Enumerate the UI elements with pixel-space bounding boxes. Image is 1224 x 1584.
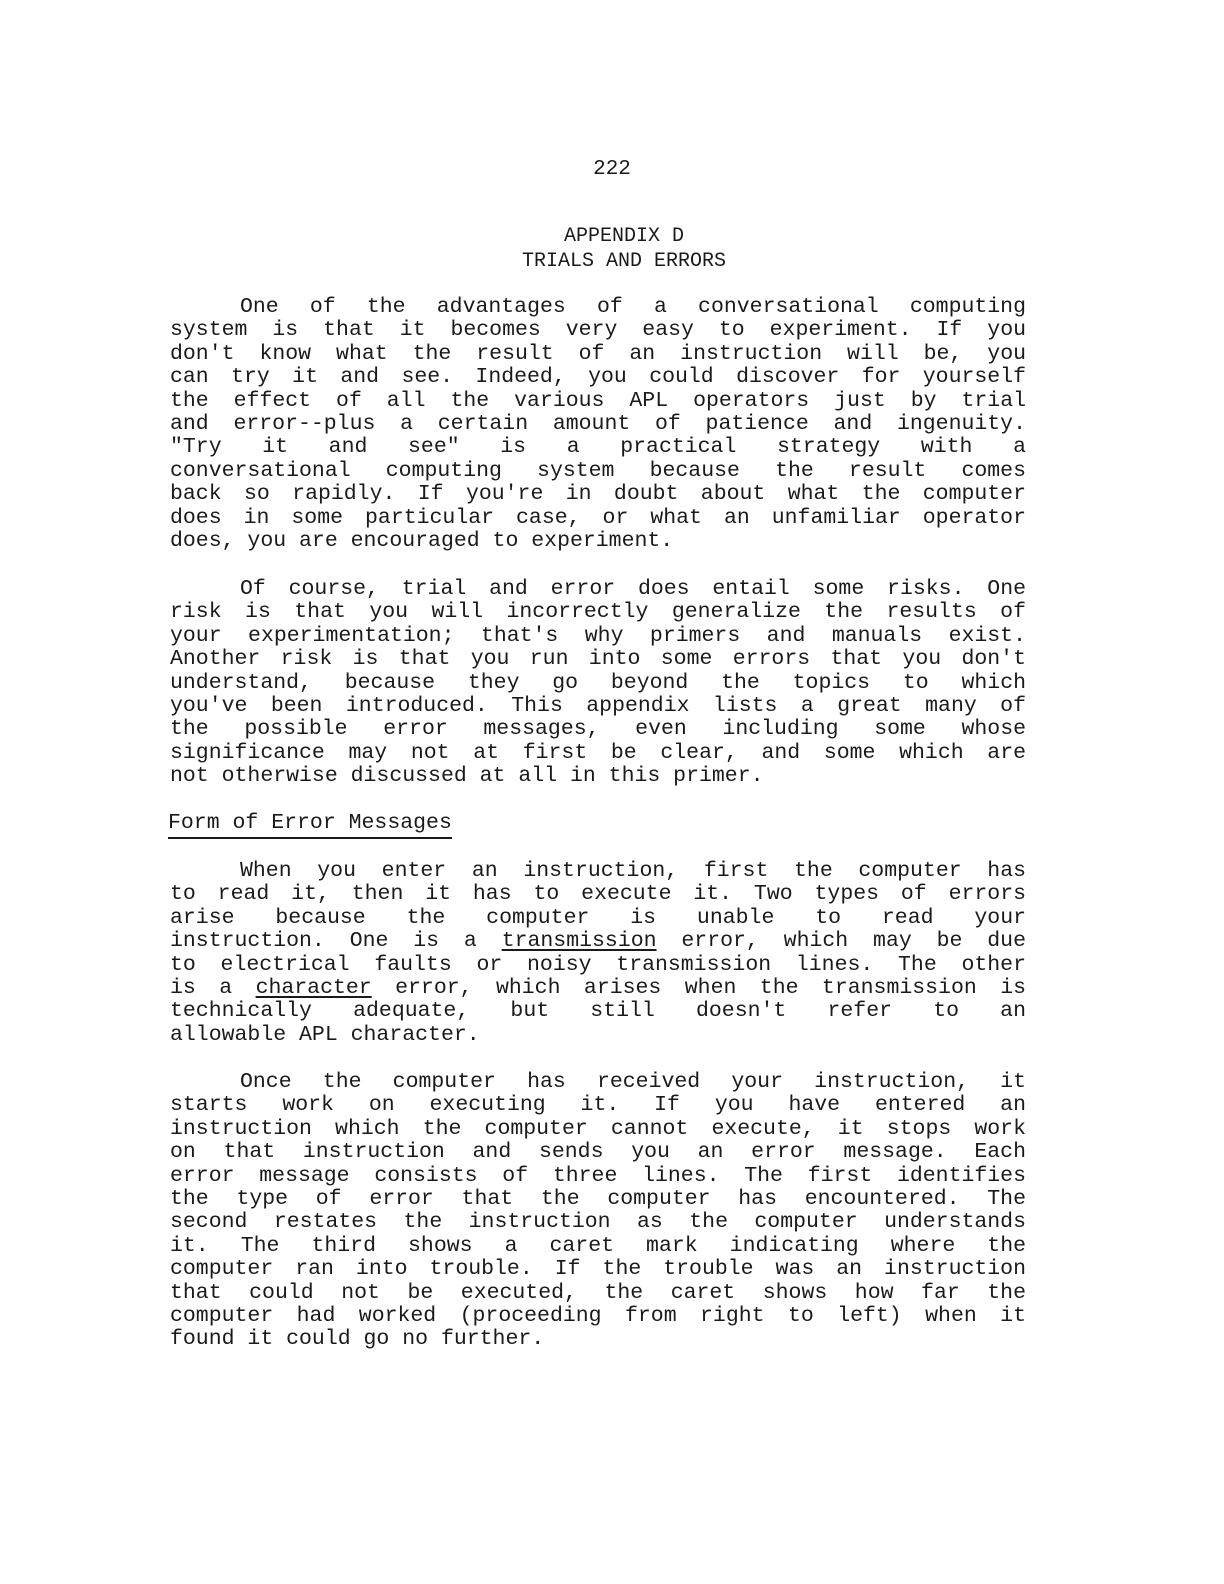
text-line: don't know what the result of an instruction will be, you (170, 341, 1026, 366)
text-line: instruction which the computer cannot execute, it stops work (170, 1116, 1026, 1141)
page-number: 222 (593, 158, 631, 181)
text-line: system is that it becomes very easy to experiment. If you (170, 318, 1026, 343)
text-line: and error--plus a certain amount of patience and ingenuity. (170, 412, 1026, 437)
text-line: arise because the computer is unable to read your (170, 905, 1026, 930)
text-line: found it could go no further. (170, 1327, 545, 1352)
text-line: computer had worked (proceeding from right to left) when it (170, 1304, 1026, 1329)
text-line: understand, because they go beyond the topics to which (170, 670, 1026, 695)
text-line: the possible error messages, even including some whose (170, 717, 1026, 742)
underlined-term-character: character (255, 976, 372, 1001)
text-line (170, 930, 1026, 953)
text-line: computer ran into trouble. If the trouble was an instruction (170, 1257, 1026, 1282)
text-line: Once the computer has received your instruction, it (240, 1070, 1026, 1094)
text-line: the type of error that the computer has encountered. The (170, 1187, 1026, 1212)
text-line: risk is that you will incorrectly generalize the results of (170, 600, 1026, 625)
text-line: back so rapidly. If you're in doubt about what the computer (170, 482, 1026, 507)
text-line: conversational computing system because the result comes (170, 458, 1026, 483)
text-line: you've been introduced. This appendix lists a great many of (170, 694, 1026, 719)
paragraph-4 (170, 1071, 1026, 1352)
text-line: your experimentation; that's why primers and manuals exist. (170, 623, 1026, 648)
text-line: second restates the instruction as the computer understands (170, 1210, 1026, 1235)
paragraph-3 (170, 860, 1026, 1047)
text-line: to electrical faults or noisy transmission lines. The other (170, 952, 1026, 977)
text-segment: instruction. One is a (170, 929, 502, 954)
text-line: to read it, then it has to execute it. Two types of errors (170, 882, 1026, 907)
text-line: it. The third shows a caret mark indicating where the (170, 1233, 1026, 1258)
paragraph-2 (170, 578, 1026, 789)
text-line (170, 977, 1026, 1000)
text-line: error message consists of three lines. The first identifies (170, 1163, 1026, 1188)
text-segment: error, which arises when the transmission is (371, 976, 1026, 1001)
appendix-subtitle: TRIALS AND ERRORS (521, 250, 727, 273)
text-line: Another risk is that you run into some errors that you don't (170, 647, 1026, 672)
underlined-term-transmission: transmission (501, 929, 657, 954)
text-line: allowable APL character. (170, 1022, 480, 1047)
appendix-title: APPENDIX D (563, 225, 685, 248)
text-line: not otherwise discussed at all in this primer. (170, 764, 764, 789)
text-line: "Try it and see" is a practical strategy with a (170, 435, 1026, 460)
text-line: One of the advantages of a conversational computing (240, 295, 1026, 319)
text-line: Of course, trial and error does entail some risks. One (240, 577, 1026, 601)
text-line: significance may not at first be clear, and some which are (170, 740, 1026, 765)
text-line: technically adequate, but still doesn't refer to an (170, 999, 1026, 1024)
text-line: that could not be executed, the caret shows how far the (170, 1280, 1026, 1305)
appendix-heading (0, 224, 1224, 274)
text-segment: is a (170, 976, 256, 1001)
text-line: on that instruction and sends you an error message. Each (170, 1140, 1026, 1165)
text-segment: error, which may be due (656, 929, 1026, 954)
text-line: the effect of all the various APL operators just by trial (170, 388, 1026, 413)
text-line: does in some particular case, or what an unfamiliar operator (170, 505, 1026, 530)
text-line: When you enter an instruction, first the computer has (240, 859, 1026, 883)
text-line: starts work on executing it. If you have entered an (170, 1093, 1026, 1118)
text-line: can try it and see. Indeed, you could discover for yourself (170, 365, 1026, 390)
paragraph-1 (170, 296, 1026, 553)
text-line: does, you are encouraged to experiment. (170, 529, 674, 554)
section-title: Form of Error Messages (168, 811, 452, 839)
